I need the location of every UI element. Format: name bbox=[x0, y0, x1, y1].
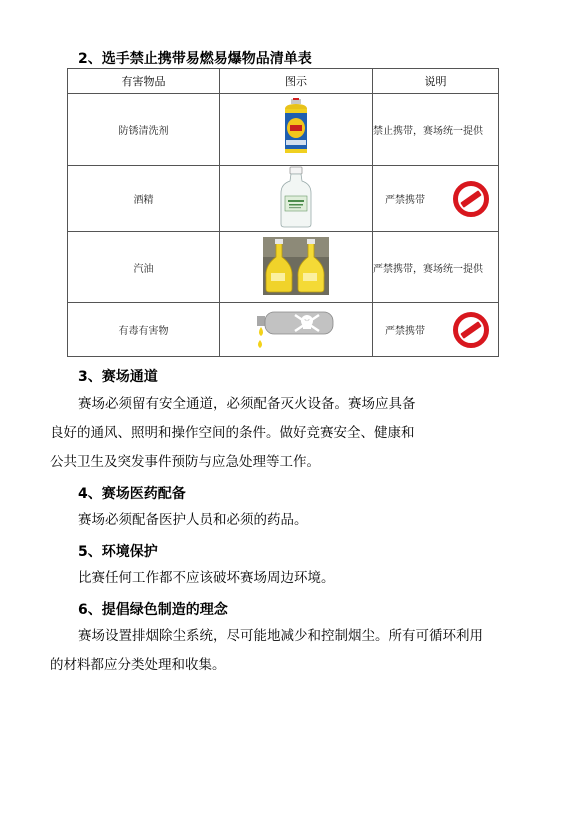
table-row bbox=[68, 232, 499, 303]
section-6-title: 6、提倡绿色制造的理念 bbox=[78, 602, 228, 618]
section-5-title: 5、环境保护 bbox=[78, 544, 158, 560]
toxic-skull-icon bbox=[255, 307, 337, 349]
section-4-title: 4、赛场医药配备 bbox=[78, 486, 186, 502]
note-cell bbox=[373, 94, 499, 166]
prohibited-icon bbox=[452, 180, 490, 218]
note-text: 严禁携带 bbox=[385, 195, 425, 206]
note-cell bbox=[373, 303, 499, 357]
pic-cell bbox=[220, 303, 373, 357]
alcohol-bottle-icon bbox=[278, 166, 314, 228]
note-text: 严禁携带 bbox=[385, 326, 425, 337]
table-row bbox=[68, 303, 499, 357]
paragraph-line: 赛场设置排烟除尘系统，尽可能地减少和控制烟尘。所有可循环利用 bbox=[78, 628, 483, 644]
table-row bbox=[68, 94, 499, 166]
pic-cell bbox=[220, 232, 373, 303]
item-cell: 汽油 bbox=[68, 232, 220, 303]
paragraph-line: 公共卫生及突发事件预防与应急处理等工作。 bbox=[50, 454, 320, 470]
header-image: 图示 bbox=[220, 69, 373, 94]
section-5-text bbox=[78, 564, 335, 593]
section-3-text bbox=[50, 390, 416, 477]
paragraph-line: 赛场必须配备医护人员和必须的药品。 bbox=[78, 512, 308, 528]
hazard-table bbox=[67, 68, 499, 357]
note-text: 严禁携带，赛场统一提供 bbox=[373, 263, 483, 275]
spray-can-icon bbox=[276, 98, 316, 158]
header-note: 说明 bbox=[373, 69, 499, 94]
section-3-title: 3、赛场通道 bbox=[78, 369, 158, 385]
note-cell bbox=[373, 232, 499, 303]
section-4-text bbox=[78, 506, 308, 535]
table-header-row bbox=[68, 69, 499, 94]
section-2-title: 2、选手禁止携带易燃易爆物品清单表 bbox=[78, 51, 312, 67]
table-row bbox=[68, 166, 499, 232]
item-cell: 酒精 bbox=[68, 166, 220, 232]
note-text: 禁止携带，赛场统一提供 bbox=[373, 126, 483, 137]
paragraph-line: 赛场必须留有安全通道，必须配备灭火设备。赛场应具备 bbox=[78, 396, 416, 412]
gasoline-flasks-icon bbox=[263, 237, 329, 295]
item-cell: 有毒有害物 bbox=[68, 303, 220, 357]
note-cell bbox=[373, 166, 499, 232]
pic-cell bbox=[220, 166, 373, 232]
paragraph-line: 比赛任何工作都不应该破坏赛场周边环境。 bbox=[78, 570, 335, 586]
paragraph-line: 的材料都应分类处理和收集。 bbox=[50, 657, 226, 673]
paragraph-line: 良好的通风、照明和操作空间的条件。做好竞赛安全、健康和 bbox=[50, 425, 415, 441]
pic-cell bbox=[220, 94, 373, 166]
header-item: 有害物品 bbox=[68, 69, 220, 94]
prohibited-icon bbox=[452, 311, 490, 349]
item-cell: 防锈清洗剂 bbox=[68, 94, 220, 166]
section-6-text bbox=[50, 622, 483, 680]
